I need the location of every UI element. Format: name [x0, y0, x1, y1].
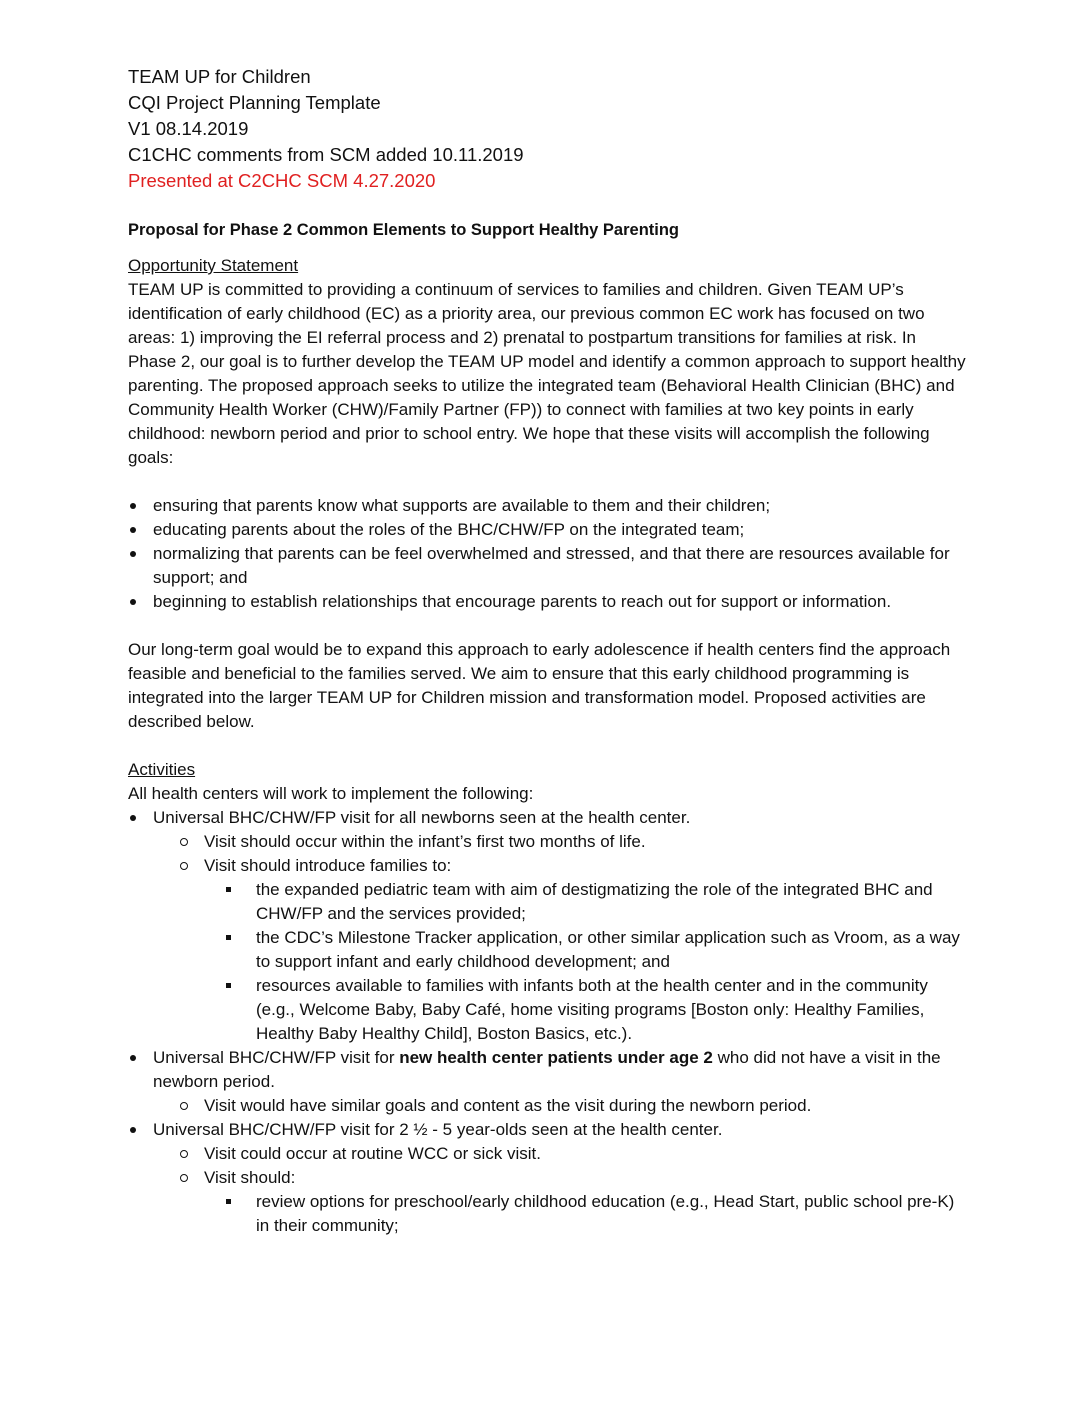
activity-subitem: Visit should introduce families to: [128, 854, 968, 878]
activity-subsubitem: review options for preschool/early childhood education (e.g., Head Start, public school pre-K) in their community; [128, 1190, 968, 1238]
square-bullet-icon [226, 983, 231, 988]
bullet-icon [130, 599, 136, 605]
header-version: V1 08.14.2019 [128, 118, 249, 139]
activity-subitem: Visit should occur within the infant’s first two months of life. [128, 830, 968, 854]
header-presented-note: Presented at C2CHC SCM 4.27.2020 [128, 170, 436, 191]
goals-list [128, 494, 968, 614]
header-org: TEAM UP for Children [128, 66, 311, 87]
goal-item: normalizing that parents can be feel overwhelmed and stressed, and that there are resources available for support; and [128, 542, 968, 590]
goal-item: beginning to establish relationships that encourage parents to reach out for support or information. [128, 590, 968, 614]
activity-subitem: Visit could occur at routine WCC or sick visit. [128, 1142, 968, 1166]
activity-subsubitem: the CDC’s Milestone Tracker application, or other similar application such as Vroom, as a way to support infant and early childhood development; and [128, 926, 968, 974]
bullet-icon [130, 1055, 136, 1061]
activity-subitem: Visit should: [128, 1166, 968, 1190]
square-bullet-icon [226, 887, 231, 892]
circle-bullet-icon [180, 862, 188, 870]
activities-list [128, 806, 968, 1238]
header-template-name: CQI Project Planning Template [128, 92, 381, 113]
activity-item-new-patients: Universal BHC/CHW/FP visit for new health center patients under age 2 who did not have a visit in the newborn period. [128, 1046, 968, 1094]
bullet-icon [130, 1127, 136, 1133]
square-bullet-icon [226, 935, 231, 940]
activity-subsubitem: resources available to families with infants both at the health center and in the community (e.g., Welcome Baby, Baby Café, home visiting programs [Boston only: Healthy Families, Healthy Baby Healthy Child], Boston Basics, etc.). [128, 974, 968, 1046]
activities-heading: Activities [128, 760, 196, 779]
long-term-goal-paragraph: Our long-term goal would be to expand this approach to early adolescence if health centers find the approach feasible and beneficial to the families served. We aim to ensure that this early childhood programming is integrated into the larger TEAM UP for Children mission and transformation model. Proposed activities are described below. [128, 640, 951, 731]
circle-bullet-icon [180, 1174, 188, 1182]
opportunity-paragraph: TEAM UP is committed to providing a continuum of services to families and children. Given TEAM UP’s identification of early childhood (EC) as a priority area, our previous common EC work has focused on two areas: 1) improving the EI referral process and 2) prenatal to postpartum transitions for families at risk. In Phase 2, our goal is to further develop the TEAM UP model and identify a common approach to support healthy parenting. The proposed approach seeks to utilize the integrated team (Behavioral Health Clinician (BHC) and Community Health Worker (CHW)/Family Partner (FP)) to connect with families at two key points in early childhood: newborn period and prior to school entry. We hope that these visits will accomplish the following goals: [128, 280, 966, 467]
activities-intro: All health centers will work to implement the following: [128, 784, 534, 803]
header-comments-note: C1CHC comments from SCM added 10.11.2019 [128, 144, 524, 165]
opportunity-heading: Opportunity Statement [128, 256, 299, 275]
activity-item-preschool: Universal BHC/CHW/FP visit for 2 ½ - 5 year-olds seen at the health center. [128, 1118, 968, 1142]
circle-bullet-icon [180, 1150, 188, 1158]
activity-item-newborn: Universal BHC/CHW/FP visit for all newborns seen at the health center. [128, 806, 968, 830]
bullet-icon [130, 503, 136, 509]
circle-bullet-icon [180, 838, 188, 846]
bullet-icon [130, 551, 136, 557]
bullet-icon [130, 527, 136, 533]
document-title: Proposal for Phase 2 Common Elements to Support Healthy Parenting [128, 221, 680, 239]
activity-subsubitem: the expanded pediatric team with aim of destigmatizing the role of the integrated BHC and CHW/FP and the services provided; [128, 878, 968, 926]
square-bullet-icon [226, 1199, 231, 1204]
bullet-icon [130, 815, 136, 821]
circle-bullet-icon [180, 1102, 188, 1110]
goal-item: ensuring that parents know what supports are available to them and their children; [128, 494, 968, 518]
goal-item: educating parents about the roles of the BHC/CHW/FP on the integrated team; [128, 518, 968, 542]
document-content [128, 64, 968, 1238]
activity-subitem: Visit would have similar goals and content as the visit during the newborn period. [128, 1094, 968, 1118]
